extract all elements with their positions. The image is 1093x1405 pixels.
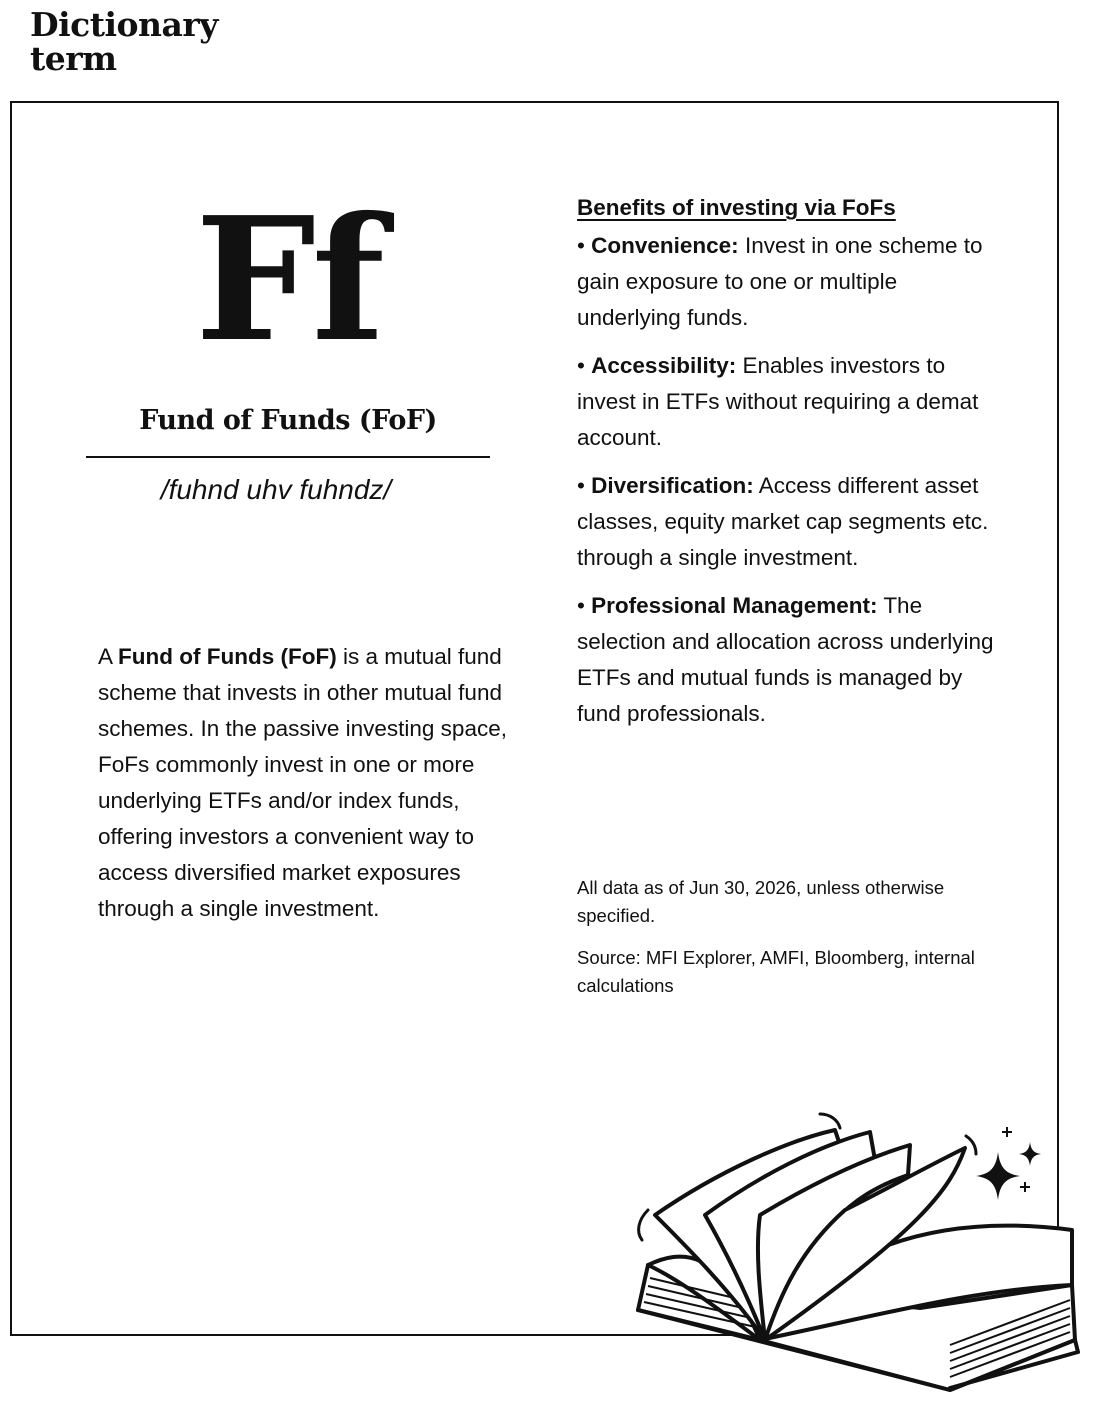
benefits-heading: Benefits of investing via FoFs	[577, 195, 896, 220]
benefit-item-diversification	[577, 468, 1007, 576]
bullet: •	[577, 353, 592, 378]
page-header	[30, 5, 290, 78]
source-note: Source: MFI Explorer, AMFI, Bloomberg, internal calculations	[577, 947, 975, 996]
definition-prefix: A	[98, 644, 119, 669]
definition-paragraph	[98, 639, 508, 927]
bullet: •	[577, 473, 592, 498]
benefit-text: Invest in one scheme to gain exposure to one or multiple underlying funds.	[577, 233, 983, 330]
bullet: •	[577, 233, 592, 258]
benefit-item-convenience	[577, 228, 1007, 336]
definition-term: Fund of Funds (FoF)	[118, 644, 337, 669]
benefit-text: The selection and allocation across underlying ETFs and mutual funds is managed by fund professionals.	[577, 593, 994, 726]
definition-body: is a mutual fund scheme that invests in other mutual fund schemes. In the passive investing space, FoFs commonly invest in one or more underlying ETFs and/or index funds, offering investors a convenient way to access diversified market exposures through a single investment.	[98, 644, 507, 921]
footnotes	[577, 874, 997, 1014]
benefit-item-accessibility	[577, 348, 1007, 456]
benefit-label: Convenience:	[591, 233, 739, 258]
bullet: •	[577, 593, 592, 618]
title-divider	[86, 456, 490, 458]
header-line-2: term	[30, 39, 117, 78]
benefits-section	[577, 190, 1007, 744]
benefit-label: Accessibility:	[591, 353, 737, 378]
term-title: Fund of Funds (FoF)	[139, 405, 437, 436]
pronunciation: /fuhnd uhv fuhndz/	[160, 474, 392, 505]
benefit-label: Professional Management:	[591, 593, 878, 618]
header-line-1: Dictionary	[30, 5, 218, 44]
data-as-of-note: All data as of Jun 30, 2026, unless otherwise specified.	[577, 877, 945, 926]
sparkle-icon	[976, 1127, 1041, 1200]
benefit-text: Enables investors to invest in ETFs without requiring a demat account.	[577, 353, 979, 450]
benefit-item-professional-management	[577, 588, 1007, 732]
term-letter: Ff	[195, 180, 381, 380]
open-book-icon	[620, 1100, 1090, 1400]
benefit-label: Diversification:	[591, 473, 754, 498]
benefit-text: Access different asset classes, equity market cap segments etc. through a single investment.	[577, 473, 989, 570]
